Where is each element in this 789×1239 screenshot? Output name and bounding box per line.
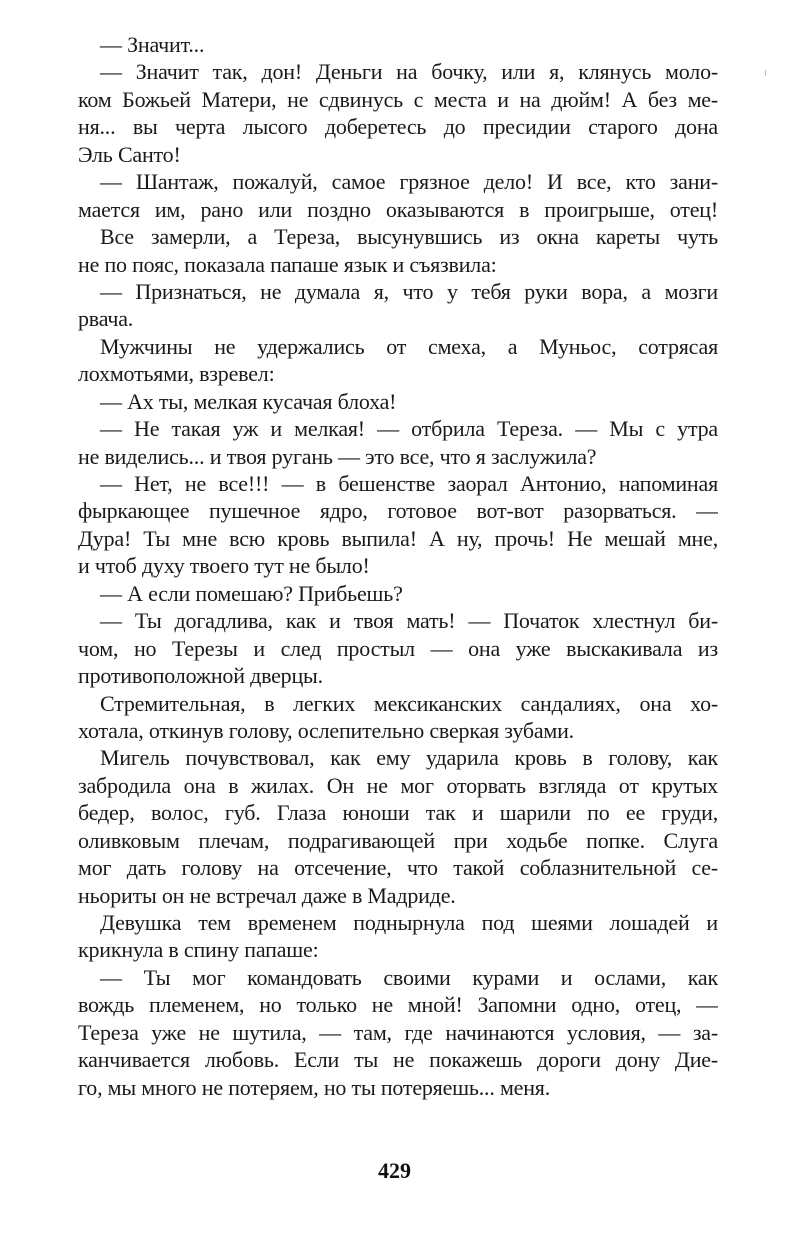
text-line: — Ты мог командовать своими курами и ослами, как (100, 964, 718, 990)
text-line: Мужчины не удержались от смеха, а Муньос, сотрясая (100, 333, 718, 359)
text-line: — Значит так, дон! Деньги на бочку, или я, клянусь моло- (100, 59, 718, 85)
text-line: ньориты он не встречал даже в Мадриде. (78, 882, 456, 908)
text-line: рвача. (78, 306, 134, 332)
text-line: крикнула в спину папаше: (78, 937, 319, 963)
text-line: вождь племенем, но только не мной! Запомни одно, отец, — (78, 992, 718, 1018)
text-line: — Значит... (100, 32, 205, 57)
text-line: Девушка тем временем поднырнула под шеями лошадей и (100, 910, 718, 935)
text-line: хотала, откинув голову, ослепительно сверкая зубами. (78, 717, 574, 743)
text-line: не виделись... и твоя ругань — это все, что я заслужила? (78, 443, 597, 469)
text-line: лохмотьями, взревел: (78, 361, 275, 387)
text-line: канчивается любовь. Если ты не покажешь дороги дону Дие- (78, 1047, 718, 1073)
text-line: — Не такая уж и мелкая! — отбрила Тереза. — Мы с утра (100, 416, 718, 442)
text-line: не по пояс, показала папаше язык и съязвила: (78, 251, 497, 277)
text-line: — А если помешаю? Прибьешь? (100, 580, 403, 606)
text-line: фыркающее пушечное ядро, готовое вот-вот разорваться. — (78, 498, 718, 524)
text-line: Тереза уже не шутила, — там, где начинаются условия, — за- (78, 1019, 718, 1045)
text-line: забродила она в жилах. Он не мог оторвать взгляда от крутых (78, 772, 718, 798)
text-line: Стремительная, в легких мексиканских сандалиях, она хо- (100, 690, 718, 716)
text-line: мог дать голову на отсечение, что такой соблазнительной се- (78, 855, 718, 881)
text-line: и чтоб духу твоего тут не было! (78, 553, 370, 579)
text-line: Дура! Ты мне всю кровь выпила! А ну, прочь! Не мешай мне, (78, 525, 718, 551)
text-line: ня... вы черта лысого доберетесь до пресидии старого дона (78, 114, 718, 140)
text-line: го, мы много не потеряем, но ты потеряешь... меня. (78, 1074, 551, 1100)
scan-speck (765, 70, 766, 76)
book-page-text (78, 31, 718, 1101)
text-line: противоположной дверцы. (78, 663, 323, 689)
text-line: чом, но Терезы и след простыл — она уже выскакивала из (78, 635, 718, 661)
text-line: бедер, волос, губ. Глаза юноши так и шарили по ее груди, (78, 800, 718, 826)
page-number: 429 (378, 1158, 411, 1183)
text-line: мается им, рано или поздно оказываются в проигрыше, отец! (78, 196, 718, 222)
text-line: Эль Санто! (78, 141, 181, 167)
text-line: — Ах ты, мелкая кусачая блоха! (100, 388, 397, 414)
text-line: Все замерли, а Тереза, высунувшись из окна кареты чуть (100, 224, 718, 250)
text-line: ком Божьей Матери, не сдвинусь с места и на дюйм! А без ме- (78, 86, 718, 112)
text-line: — Ты догадлива, как и твоя мать! — Початок хлестнул би- (100, 608, 718, 634)
text-line: Мигель почувствовал, как ему ударила кровь в голову, как (100, 745, 718, 771)
text-line: — Признаться, не думала я, что у тебя руки вора, а мозги (100, 278, 718, 304)
text-line: оливковым плечам, подрагивающей при ходьбе попке. Слуга (78, 827, 718, 853)
text-line: — Шантаж, пожалуй, самое грязное дело! И все, кто зани- (100, 169, 718, 195)
text-line: — Нет, не все!!! — в бешенстве заорал Антонио, напоминая (100, 471, 718, 496)
